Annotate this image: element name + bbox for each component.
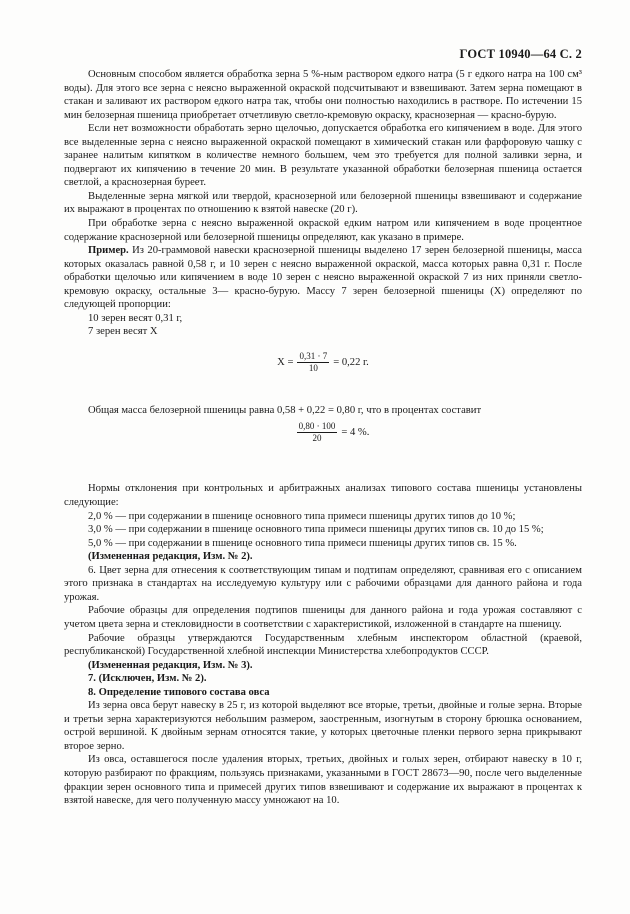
paragraph: Если нет возможности обработать зерно щелочью, допускается обработка его кипячением в воде. Для этого все выделенные зерна с неясно выраженной окраской помещают в химический стакан или фарфоровую чашку с заранее налитым кипятком в количестве немного большем, чем это требуется для полной заливки зерна, и подвергают их кипячению в течение 20 мин. В результате указанной обработки белозерная пшеница остается светлой, а краснозерная буреет. [64, 123, 582, 189]
fraction-denominator: 20 [312, 433, 322, 444]
item-heading: 8. Определение типового состава овса [88, 686, 270, 698]
item-heading: 7. (Исключен, Изм. № 2). [88, 673, 207, 685]
edit-note: (Измененная редакция, Изм. № 3). [88, 659, 253, 671]
fraction-denominator: 10 [308, 362, 318, 373]
formula-x [64, 351, 582, 374]
fraction-numerator: 0,31 · 7 [299, 350, 328, 361]
formula-fraction [297, 351, 329, 374]
edit-note: (Измененная редакция, Изм. № 2). [88, 551, 253, 563]
formula-percent [64, 421, 582, 444]
example-label: Пример. [88, 245, 129, 257]
fraction-numerator: 0,80 · 100 [298, 421, 336, 432]
document-body [64, 68, 582, 808]
formula-lhs: X = [277, 356, 294, 368]
proportion-line: 7 зерен весят X [88, 326, 158, 338]
page-header: ГОСТ 10940—64 С. 2 [459, 47, 582, 61]
example-paragraph [64, 244, 582, 312]
norm-item: 5,0 % — при содержании в пшенице основного типа примеси пшеницы других типов св. 15 %. [88, 537, 517, 549]
proportion-line: 10 зерен весят 0,31 г, [88, 312, 183, 324]
norm-item: 2,0 % — при содержании в пшенице основного типа примеси пшеницы других типов до 10 %; [88, 510, 516, 522]
paragraph: Нормы отклонения при контрольных и арбитражных анализах типового состава пшеницы установлены следующие: [64, 483, 582, 509]
norm-item: 3,0 % — при содержании в пшенице основного типа примеси пшеницы других типов св. 10 до 15 %; [88, 524, 544, 536]
paragraph: Выделенные зерна мягкой или твердой, краснозерной или белозерной пшеницы взвешивают и содержание их выражают в процентах по отношению к взятой навеске (20 г). [64, 190, 582, 216]
paragraph: Рабочие образцы утверждаются Государственным хлебным инспектором областной (краевой, республиканской) Государственной хлебной инспекции Министерства хлебопродуктов СССР. [64, 632, 582, 658]
example-text: Из 20-граммовой навески краснозерной пшеницы выделено 17 зерен белозерной пшеницы, масса которых оказалась равной 0,58 г, и 10 зерен с неясно выраженной окраской, масса которых равна 0,31 г. После обработки щелочью или кипячением в воде 10 зерен с неясно выраженной окраской 7 из них приняли светло-кремовую окраску, остальные 3— красно-бурую. Массу 7 зерен белозерной пшеницы (X) определяют по следующей пропорции: [64, 245, 582, 311]
paragraph: Рабочие образцы для определения подтипов пшеницы для данного района и года урожая составляют с учетом цвета зерна и стекловидности в соответствии с характеристикой, изложенной в стандарте на пшеницу. [64, 605, 582, 630]
paragraph: 6. Цвет зерна для отнесения к соответствующим типам и подтипам определяют, сравнивая его с описанием этого признака в стандартах на исследуемую культуру или с рабочими образцами для данного района и года урожая. [64, 564, 582, 603]
paragraph: Из овса, оставшегося после удаления вторых, третьих, двойных и голых зерен, отбирают навеску в 10 г, которую разбирают по фракциям, пользуясь признаками, указанными в ГОСТ 28673—90, после чего выделенные фракции зерен основного типа и примесей других типов взвешивают и содержание их выражают в процентах к взятой навеске, для чего полученную массу умножают на 10. [64, 754, 582, 807]
formula-rhs: = 4 %. [341, 427, 370, 439]
paragraph: Общая масса белозерной пшеницы равна 0,58 + 0,22 = 0,80 г, что в процентах составит [88, 404, 482, 416]
paragraph: Основным способом является обработка зерна 5 %-ным раствором едкого натра (5 г едкого натра на 100 см³ воды). Для этого все зерна с неясно выраженной окраской подсчитывают и взвешивают. Затем зерна помещают в стакан и заливают их раствором едкого натра так, чтобы они полностью находились в растворе. По истечении 15 мин белозерная пшеница приобретает отчетливую светло-кремовую окраску, краснозерная — красно-бурую. [64, 69, 582, 121]
formula-fraction [297, 421, 338, 444]
paragraph: Из зерна овса берут навеску в 25 г, из которой выделяют все вторые, третьи, двойные и голые зерна. Вторые и третьи зерна характеризуются небольшим размером, заостренным, изогнутым в сторону брюшка основанием, острой вершиной. К двойным зернам относятся такие, у которых цветочные пленки первого зерна прикрывают второе зерно. [64, 700, 582, 752]
formula-rhs: = 0,22 г. [333, 356, 369, 368]
paragraph: При обработке зерна с неясно выраженной окраской едким натром или кипячением в воде процентное содержание краснозерной или белозерной пшеницы определяют, как указано в примере. [64, 218, 582, 243]
